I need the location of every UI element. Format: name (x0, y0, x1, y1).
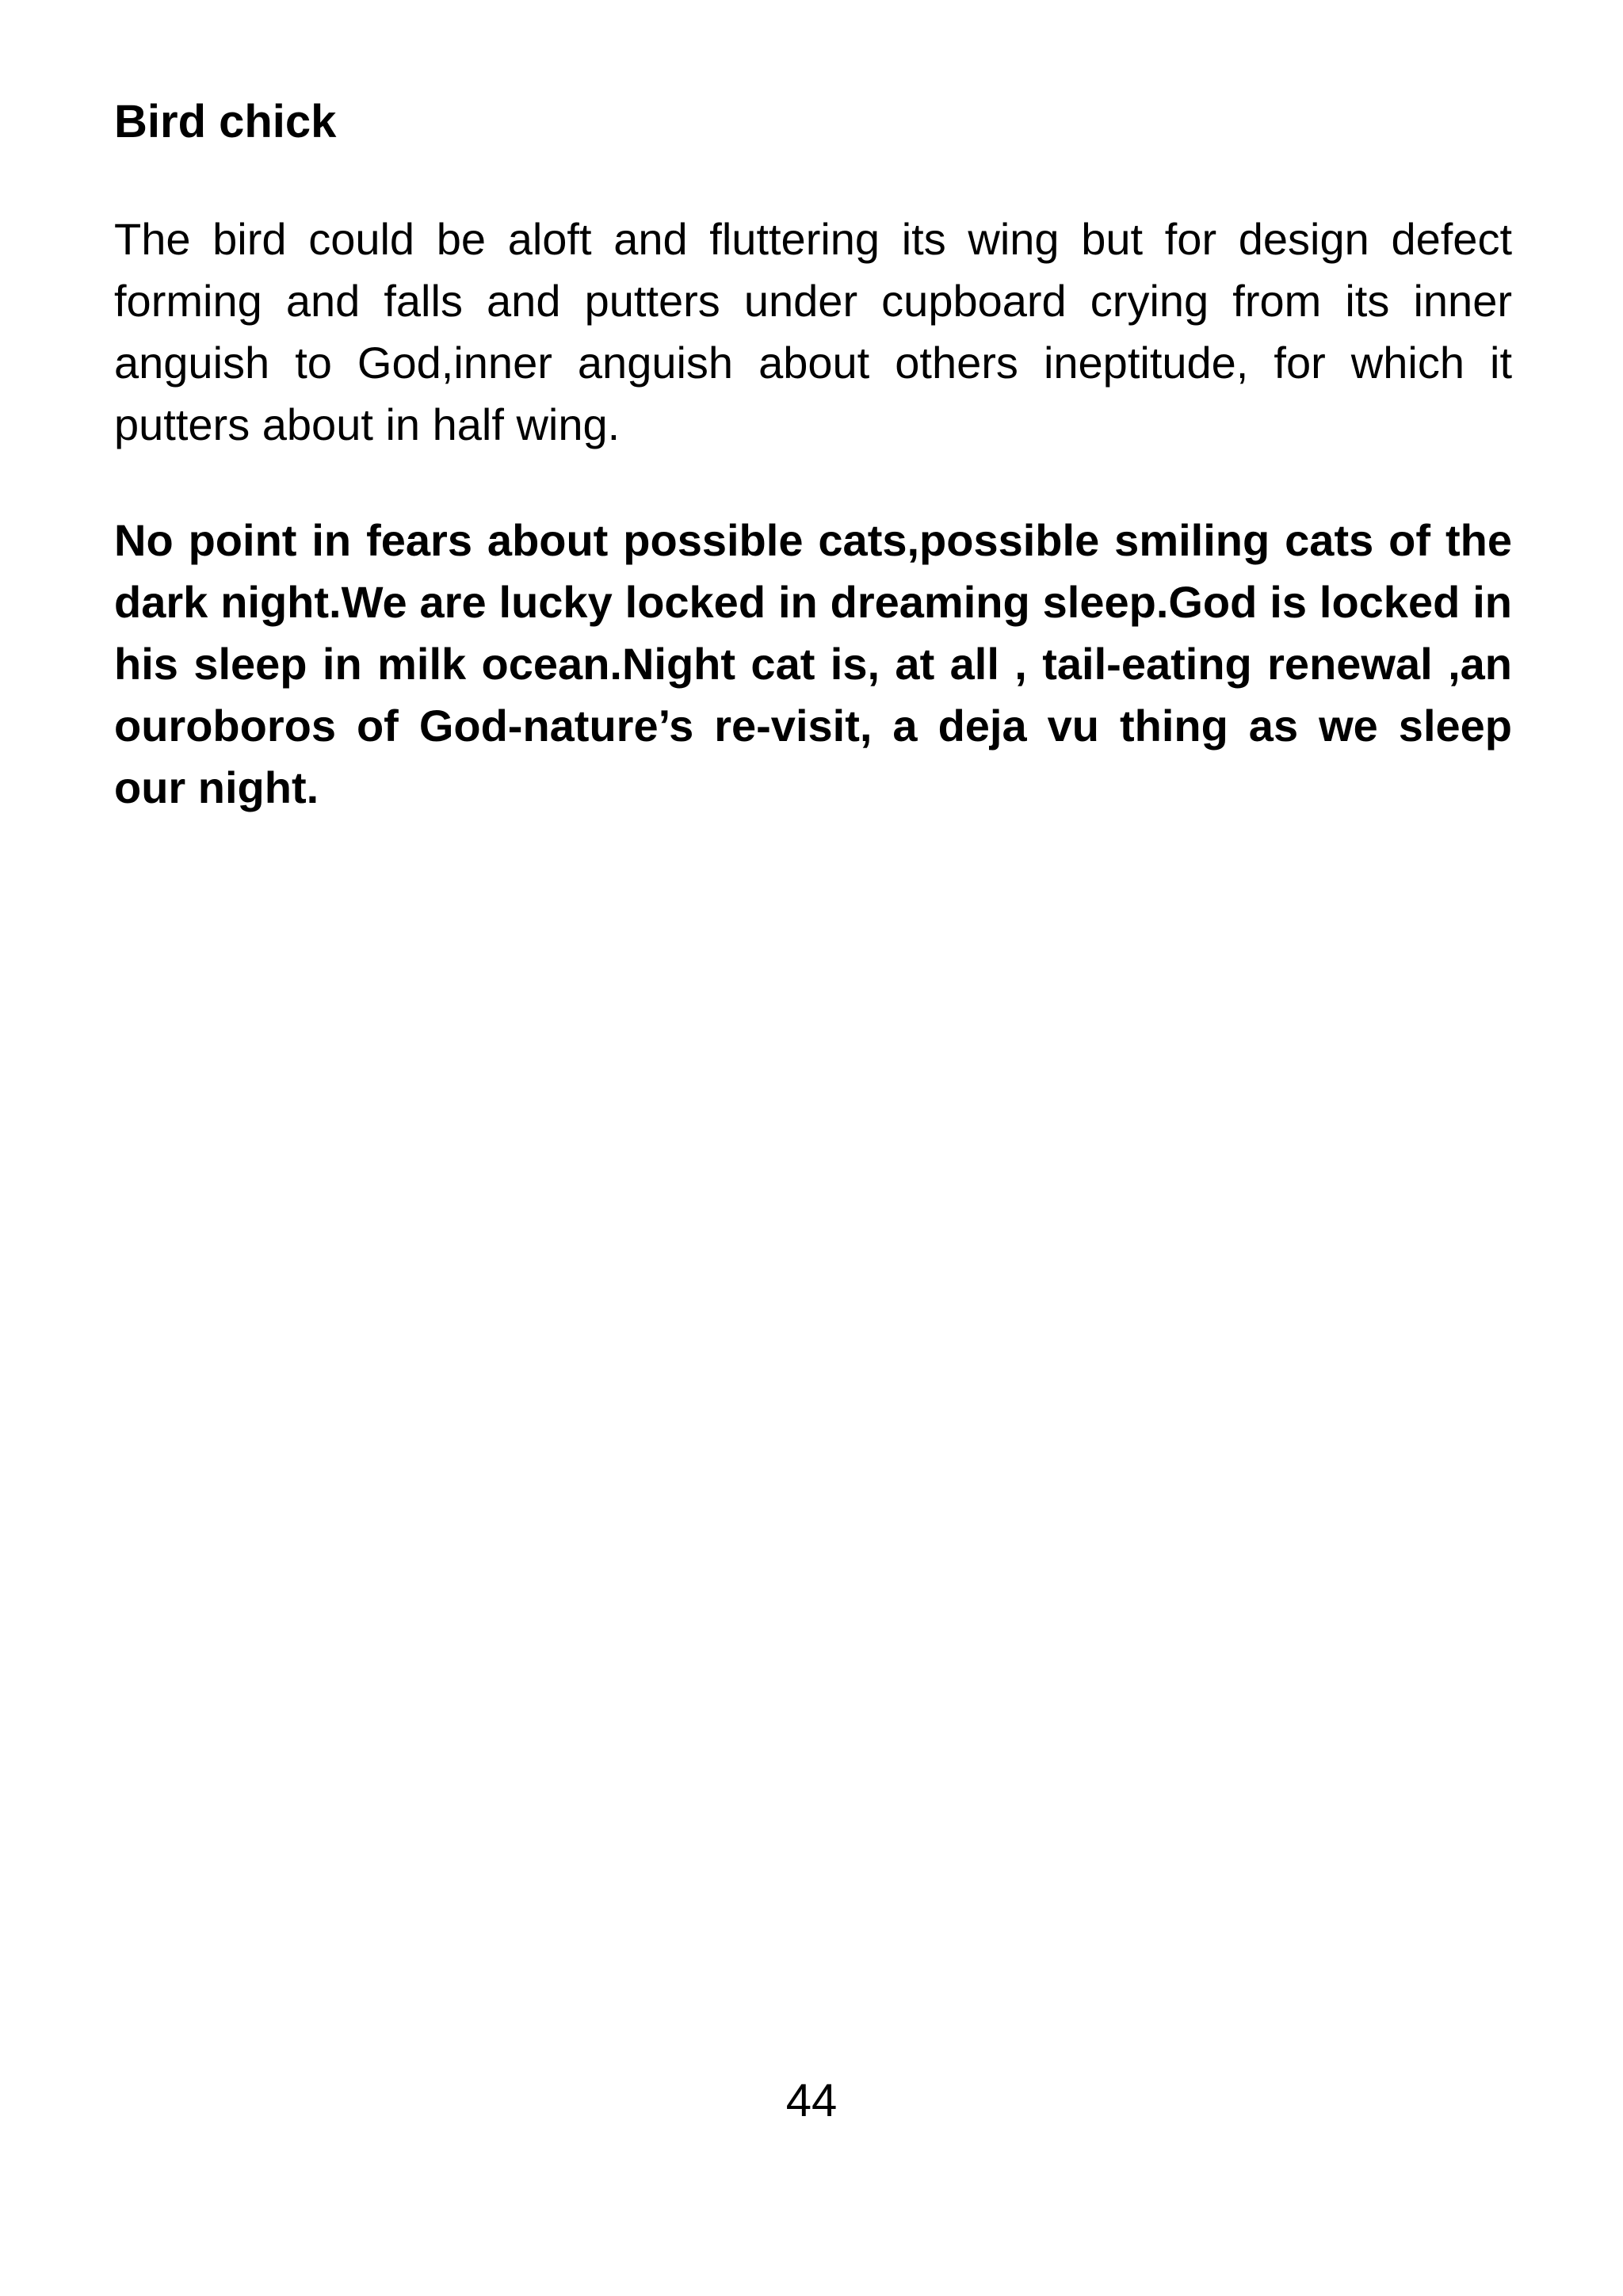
body-paragraph-2-bold: No point in fears about possible cats,possible smiling cats of the dark night.We are lucky locked in dreaming sleep.God is locked in his sleep in milk ocean.Night cat is, at all , tail-eating renewal ,an ouroboros of God-nature’s re-visit, a deja vu thing as we sleep our night. (114, 514, 1512, 812)
section-heading: Bird chick (114, 96, 337, 147)
body-paragraph-1: The bird could be aloft and fluttering its wing but for design defect forming and falls and putters under cupboard crying from its inner anguish to God,inner anguish about others ineptitude, for which it putters about in half wing. (114, 213, 1512, 449)
page-content (114, 94, 1512, 873)
page-number: 44 (785, 2075, 838, 2126)
